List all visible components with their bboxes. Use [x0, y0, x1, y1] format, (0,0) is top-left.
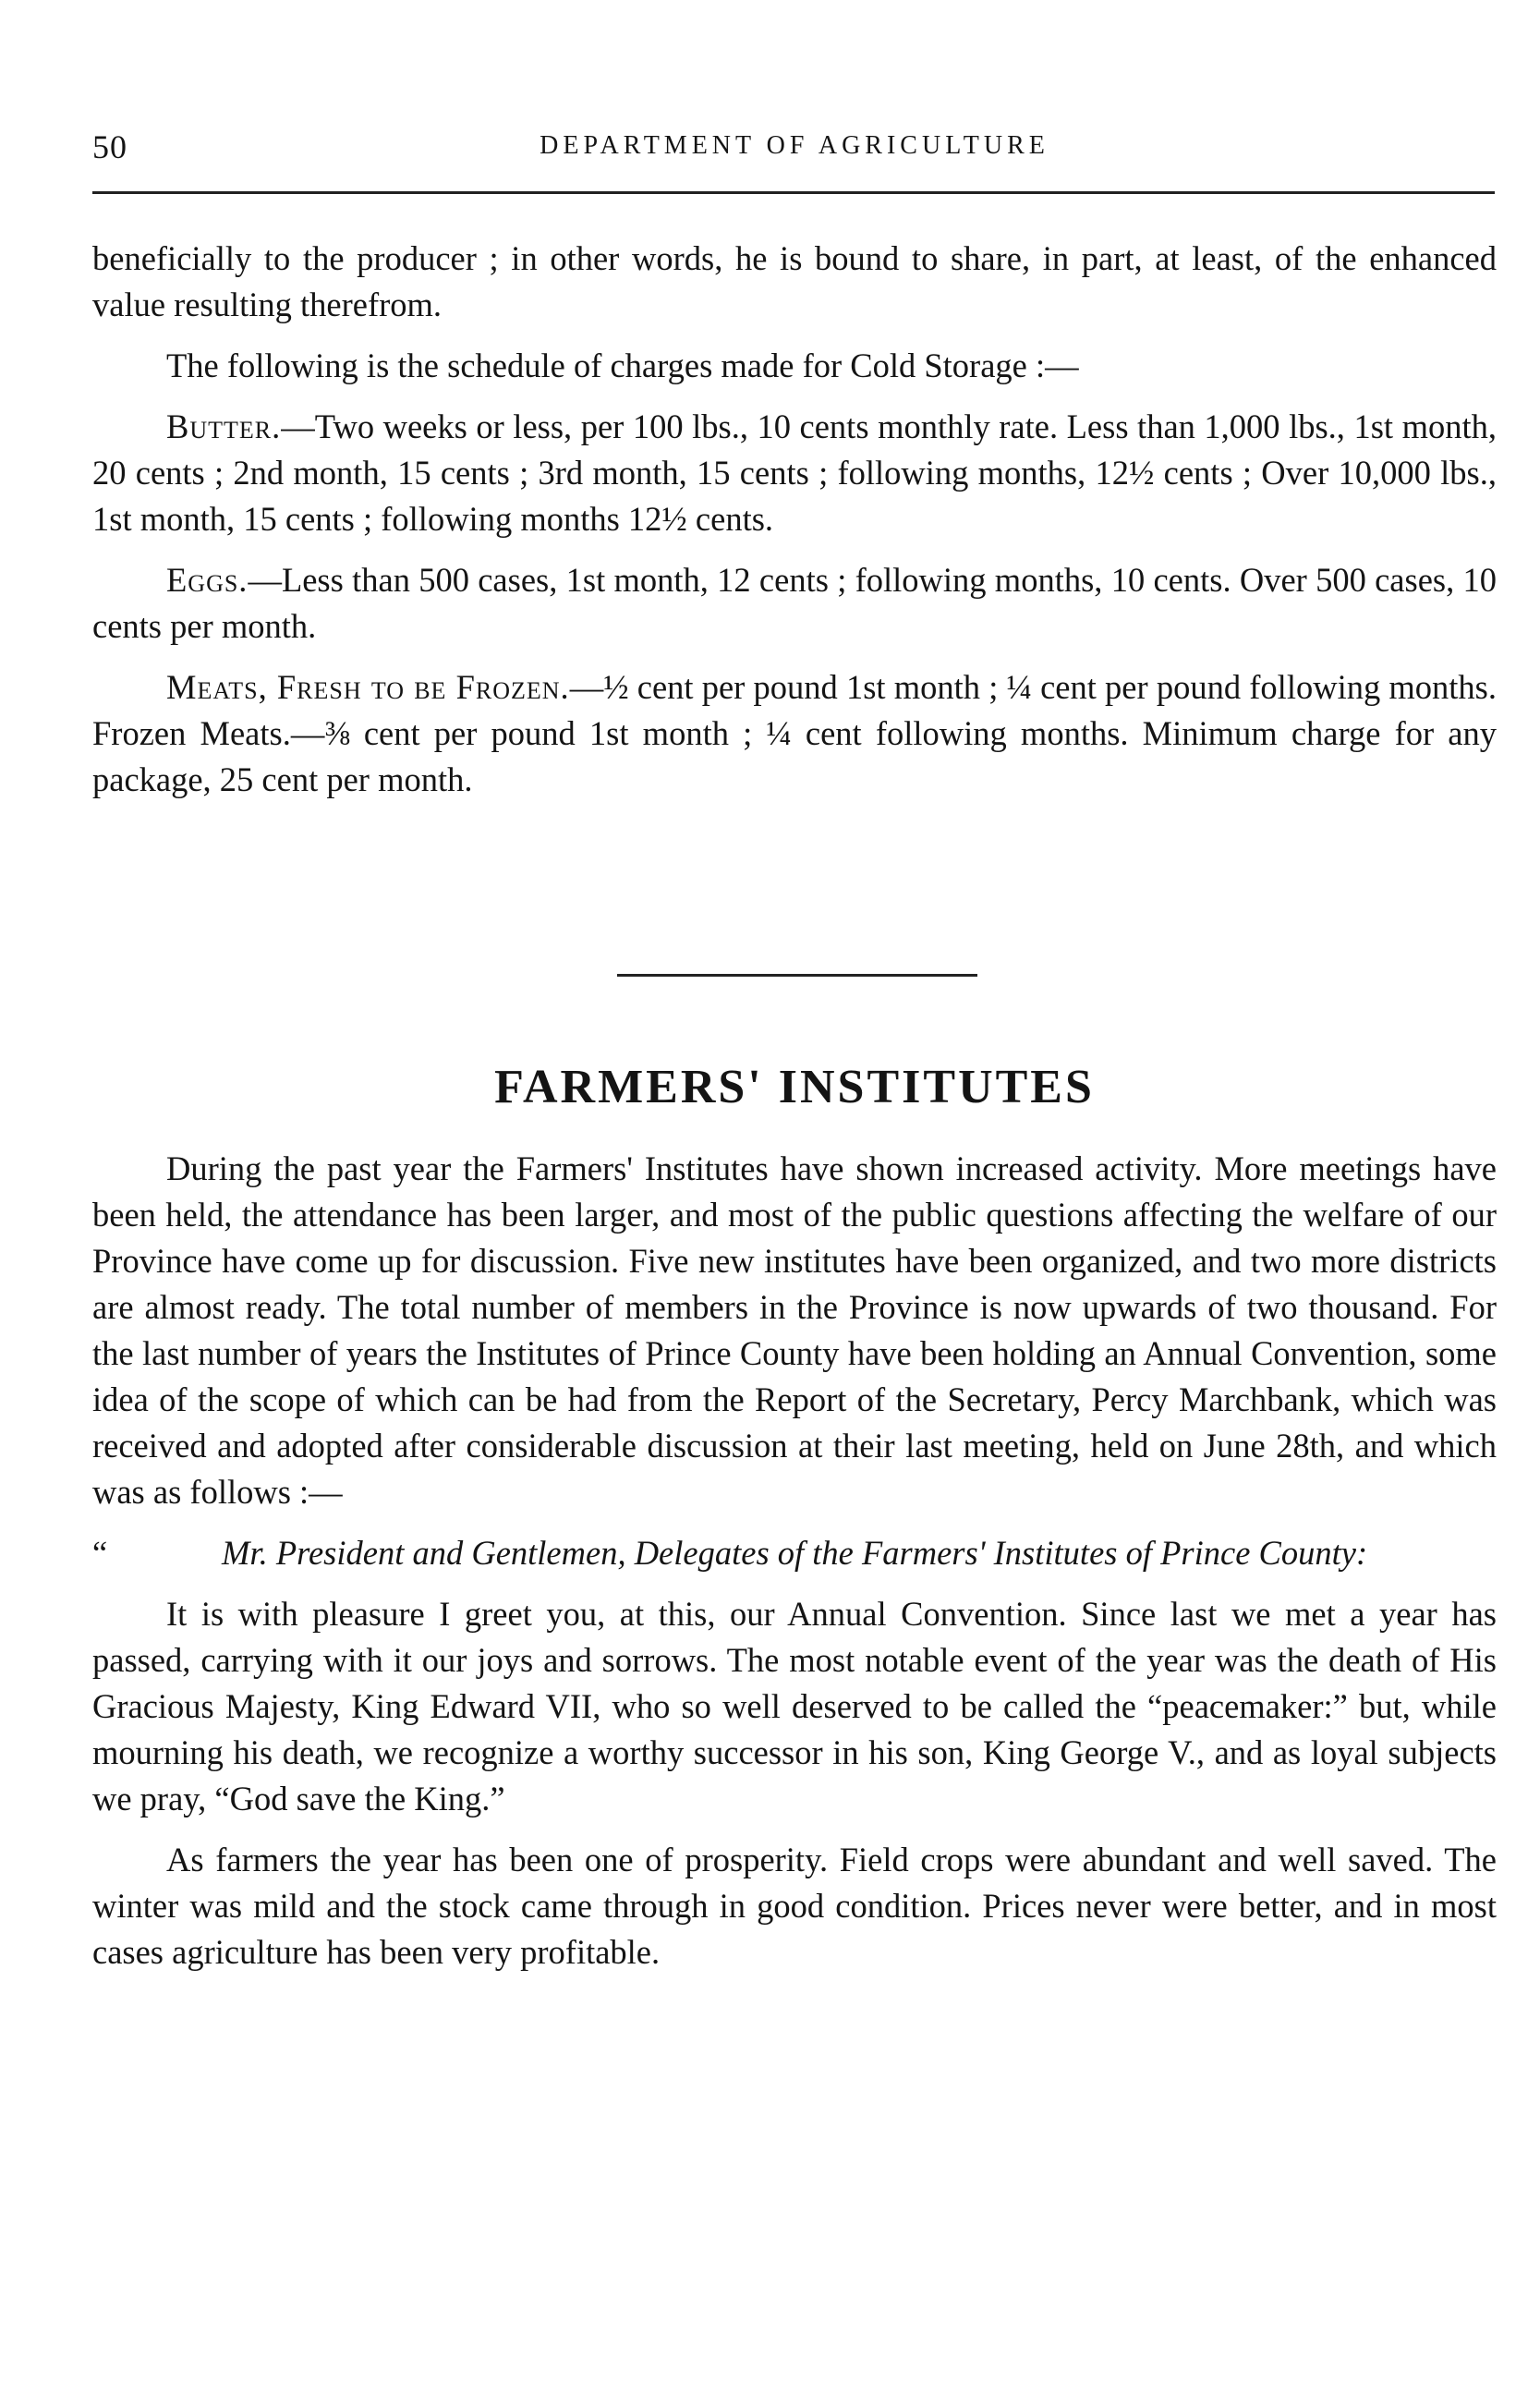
running-title: DEPARTMENT OF AGRICULTURE: [540, 131, 1049, 160]
section-heading: FARMERS' INSTITUTES: [494, 1061, 1095, 1113]
running-head: [92, 128, 1497, 168]
salutation: [92, 1530, 1497, 1576]
salutation-open-quote: “: [92, 1534, 108, 1572]
farmers-institutes-section: [92, 1146, 1497, 1990]
eggs-label: Eggs.: [166, 561, 249, 599]
meats-text: —½ cent per pound 1st month ; ¼ cent per pound following months. Frozen Meats.—⅜ cent per pound 1st month ; ¼ cent following months. Minimum charge for any package, 25 cent per month.: [92, 668, 1497, 798]
eggs-paragraph: [92, 557, 1497, 650]
institutes-paragraph: During the past year the Farmers' Institutes have shown increased activity. More meetings have been held, the attendance has been larger, and most of the public questions affecting the welfare of our Province have come up for discussion. Five new institutes have been organized, and two more districts are almost ready. The total number of members in the Province is now upwards of two thousand. For the last number of years the Institutes of Prince County have been holding an Annual Convention, some idea of the scope of which can be had from the Report of the Secretary, Percy Marchbank, which was received and adopted after considerable discussion at their last meeting, held on June 28th, and which was as follows :—: [92, 1149, 1497, 1511]
report-paragraph-2: As farmers the year has been one of prosperity. Field crops were abundant and well saved. The winter was mild and the stock came through in good condition. Prices never were better, and in most cases agriculture has been very profitable.: [92, 1841, 1497, 1971]
butter-label: Butter.: [166, 407, 282, 445]
schedule-intro: The following is the schedule of charges made for Cold Storage :—: [166, 346, 1079, 384]
report-paragraph-1: It is with pleasure I greet you, at this, our Annual Convention. Since last we met a year has passed, carrying with it our joys and sorrows. The most notable event of the year was the death of His Gracious Majesty, King Edward VII, who so well deserved to be called the “peacemaker:” but, while mourning his death, we recognize a worthy successor in his son, King George V., and as loyal subjects we pray, “God save the King.”: [92, 1595, 1497, 1817]
salutation-text: Mr. President and Gentlemen, Delegates of the Farmers' Institutes of Prince County:: [222, 1534, 1368, 1572]
header-rule: [92, 191, 1495, 194]
section-divider: [617, 974, 977, 977]
meats-paragraph: [92, 664, 1497, 803]
butter-text: —Two weeks or less, per 100 lbs., 10 cents monthly rate. Less than 1,000 lbs., 1st month, 20 cents ; 2nd month, 15 cents ; 3rd month, 15 cents ; following months, 12½ cents ; Over 10,000 lbs., 1st month, 15 cents ; following months 12½ cents.: [92, 407, 1497, 538]
eggs-text: —Less than 500 cases, 1st month, 12 cents ; following months, 10 cents. Over 500 cases, 10 cents per month.: [92, 561, 1497, 645]
cold-storage-section: [92, 236, 1497, 818]
page-number: 50: [92, 128, 127, 165]
butter-paragraph: [92, 404, 1497, 542]
continued-paragraph: beneficially to the producer ; in other words, he is bound to share, in part, at least, of the enhanced value resulting therefrom.: [92, 239, 1497, 323]
meats-label: Meats, Fresh to be Frozen.: [166, 668, 570, 706]
